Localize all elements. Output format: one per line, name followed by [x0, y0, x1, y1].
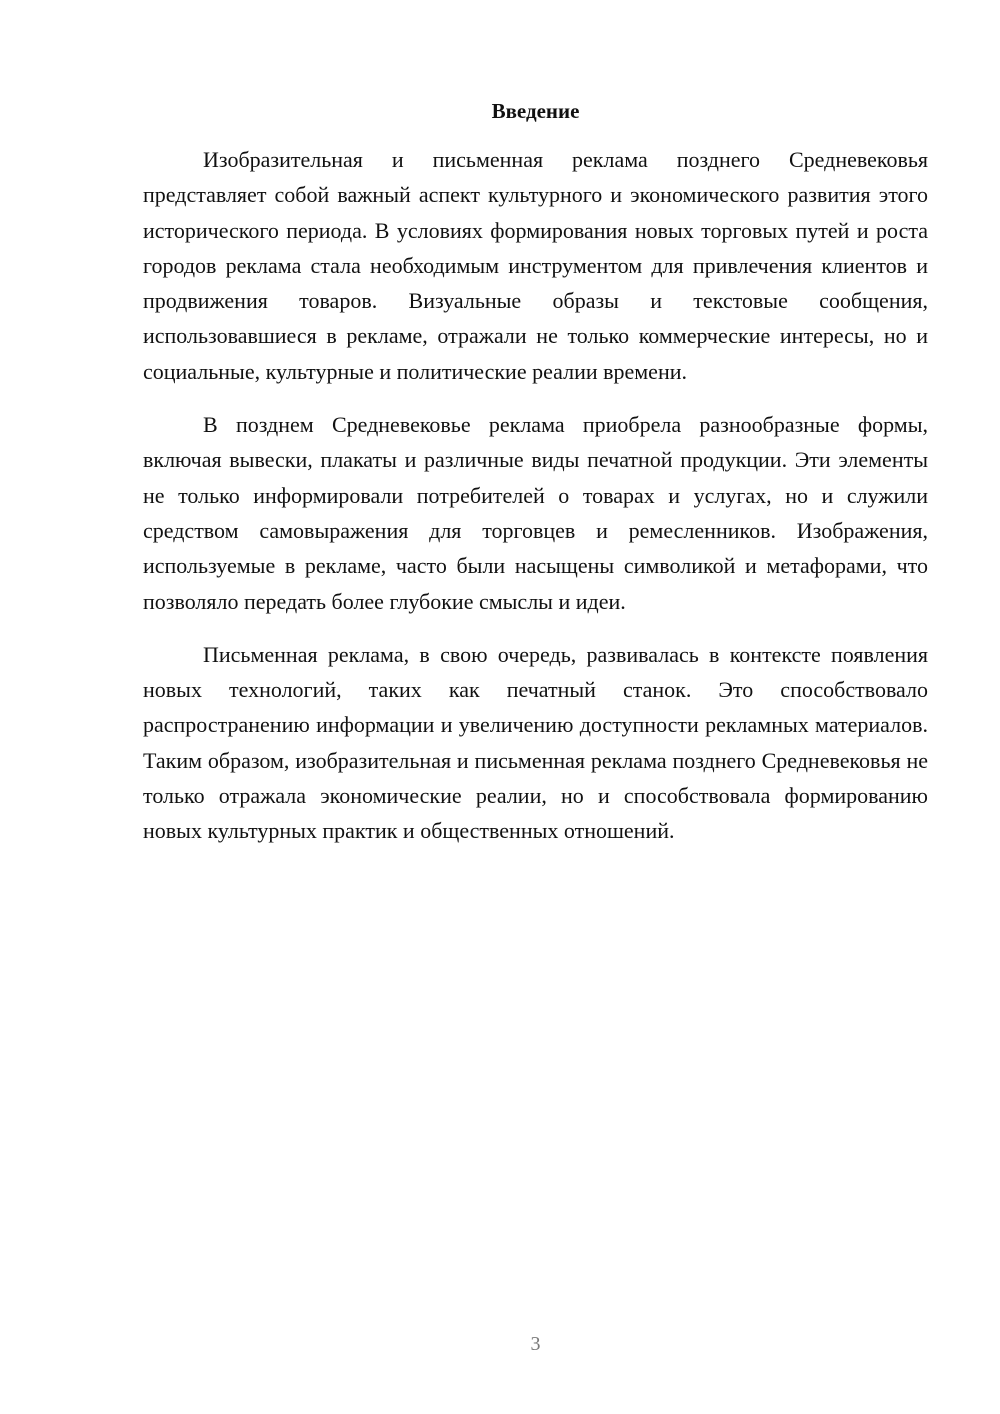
page-title: Введение: [491, 99, 580, 123]
page-number: 3: [530, 1333, 541, 1355]
document-body: [143, 142, 928, 867]
paragraph-1: Изобразительная и письменная реклама позднего Средневековья представляет собой важный аспект культурного и экономического развития этого исторического периода. В условиях формирования новых торговых путей и роста городов реклама стала необходимым инструментом для привлечения клиентов и продвижения товаров. Визуальные образы и текстовые сообщения, использовавшиеся в рекламе, отражали не только коммерческие интересы, но и социальные, культурные и политические реалии времени.: [143, 147, 928, 384]
paragraph-3: Письменная реклама, в свою очередь, развивалась в контексте появления новых технологий, таких как печатный станок. Это способствовало распространению информации и увеличению доступности рекламных материалов. Таким образом, изобразительная и письменная реклама позднего Средневековья не только отражала экономические реалии, но и способствовала формированию новых культурных практик и общественных отношений.: [143, 641, 928, 844]
paragraph-2: В позднем Средневековье реклама приобрела разнообразные формы, включая вывески, плакаты и различные виды печатной продукции. Эти элементы не только информировали потребителей о товарах и услугах, но и служили средством самовыражения для торговцев и ремесленников. Изображения, используемые в рекламе, часто были насыщены символикой и метафорами, что позволяло передать более глубокие смыслы и идеи.: [143, 412, 928, 614]
